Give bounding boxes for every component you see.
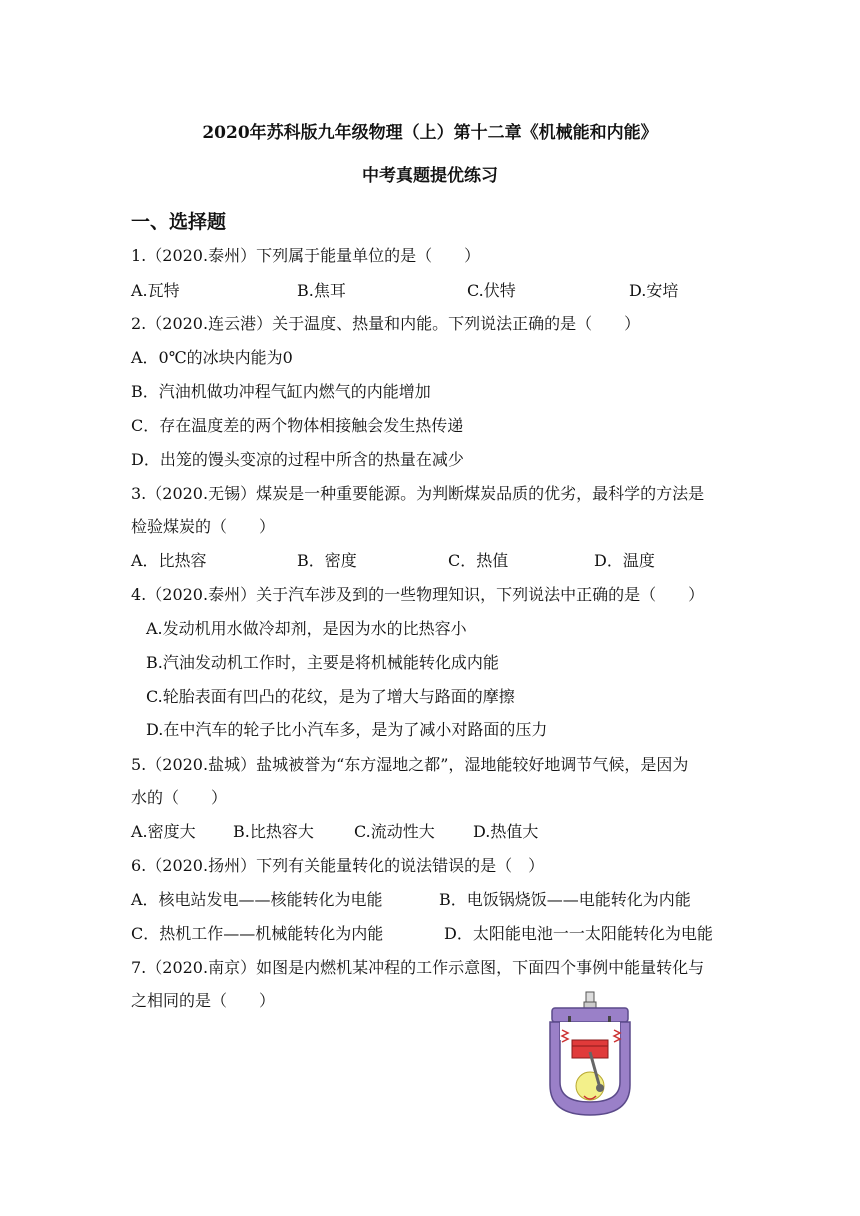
- option: B.比热容大: [233, 822, 314, 841]
- question-stem: 2.（2020.连云港）关于温度、热量和内能。下列说法正确的是（ ）: [131, 314, 641, 333]
- question-stem: 6.（2020.扬州）下列有关能量转化的说法错误的是（ ）: [131, 856, 545, 875]
- option: A．0℃的冰块内能为0: [131, 348, 293, 367]
- option: D.安培: [629, 281, 679, 300]
- question-stem: 7.（2020.南京）如图是内燃机某冲程的工作示意图，下面四个事例中能量转化与: [131, 958, 705, 977]
- option: D．温度: [594, 551, 655, 570]
- option: D.在中汽车的轮子比小汽车多，是为了减小对路面的压力: [146, 720, 548, 739]
- option: C.轮胎表面有凹凸的花纹，是为了增大与路面的摩擦: [146, 687, 515, 706]
- option: A.密度大: [131, 822, 196, 841]
- section-heading: 一、选择题: [131, 211, 227, 233]
- question-stem: 检验煤炭的（ ）: [131, 517, 276, 536]
- option: D．出笼的馒头变凉的过程中所含的热量在减少: [131, 450, 464, 469]
- option: A．核电站发电——核能转化为电能: [131, 890, 383, 909]
- engine-diagram-icon: [540, 990, 640, 1120]
- document-subtitle: 中考真题提优练习: [362, 166, 498, 186]
- option: D．太阳能电池一一太阳能转化为电能: [444, 924, 713, 943]
- question-stem: 4.（2020.泰州）关于汽车涉及到的一些物理知识，下列说法中正确的是（ ）: [131, 585, 705, 604]
- option: B.汽油发动机工作时，主要是将机械能转化成内能: [146, 653, 499, 672]
- question-stem: 5.（2020.盐城）盐城被誉为“东方湿地之都”，湿地能较好地调节气候，是因为: [131, 755, 689, 774]
- option: C．热值: [448, 551, 509, 570]
- option: C.流动性大: [354, 822, 435, 841]
- option: C．存在温度差的两个物体相接触会发生热传递: [131, 416, 464, 435]
- question-stem: 水的（ ）: [131, 788, 228, 807]
- option: D.热值大: [473, 822, 539, 841]
- option: B．汽油机做功冲程气缸内燃气的内能增加: [131, 382, 431, 401]
- question-stem: 之相同的是（ ）: [131, 991, 276, 1010]
- option: B．密度: [297, 551, 357, 570]
- document-title: 2020年苏科版九年级物理（上）第十二章《机械能和内能》: [202, 123, 658, 143]
- question-stem: 3.（2020.无锡）煤炭是一种重要能源。为判断煤炭品质的优劣，最科学的方法是: [131, 484, 705, 503]
- option: A．比热容: [131, 551, 207, 570]
- option: C.伏特: [467, 281, 516, 300]
- option: B．电饭锅烧饭——电能转化为内能: [439, 890, 691, 909]
- option: A.瓦特: [131, 281, 180, 300]
- option: C．热机工作——机械能转化为内能: [131, 924, 384, 943]
- option: A.发动机用水做冷却剂，是因为水的比热容小: [146, 619, 467, 638]
- question-stem: 1.（2020.泰州）下列属于能量单位的是（ ）: [131, 246, 481, 265]
- option: B.焦耳: [297, 281, 346, 300]
